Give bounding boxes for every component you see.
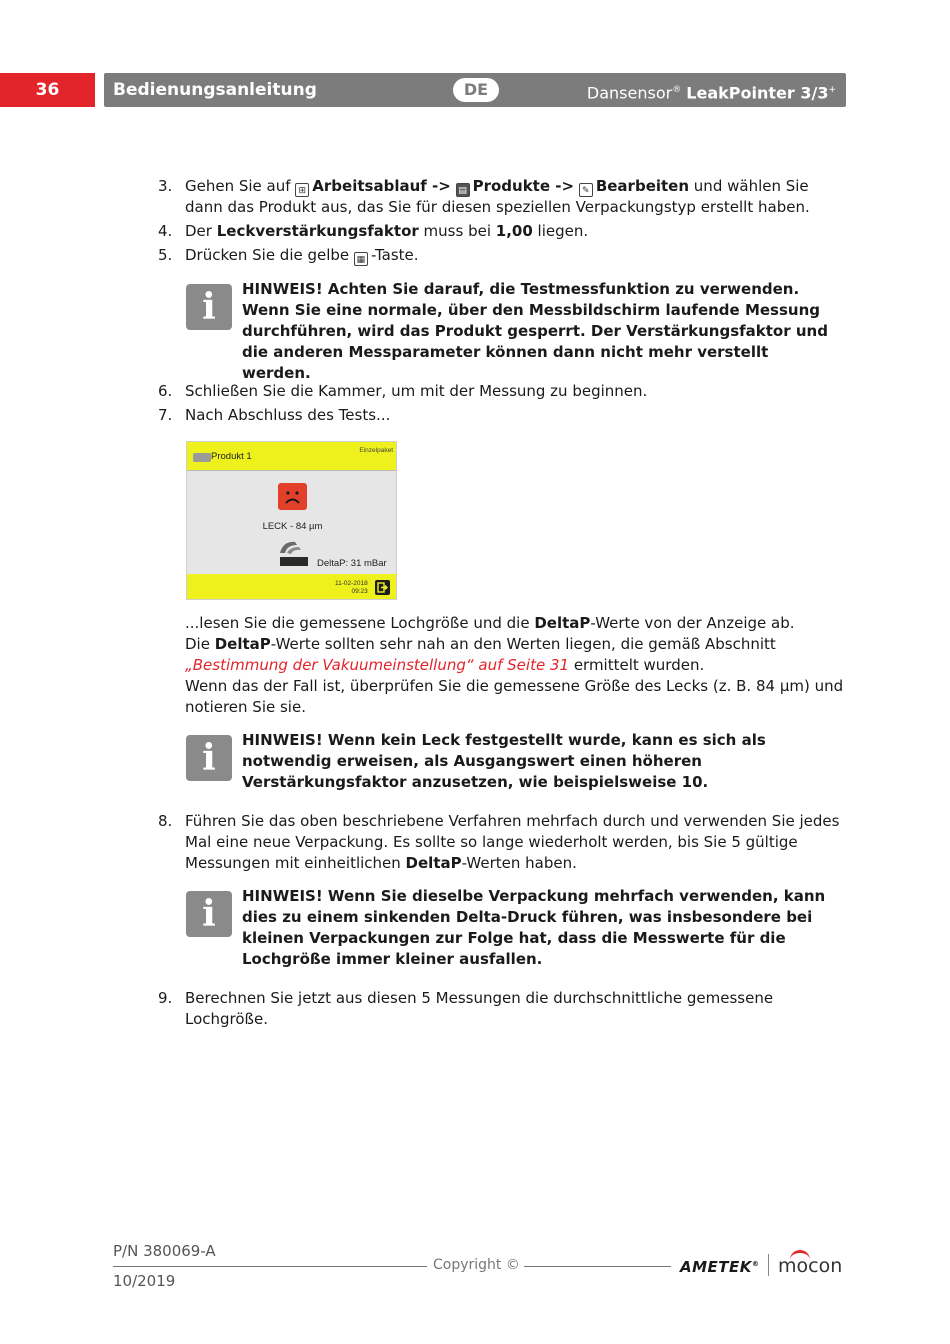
screen-product-name: Produkt 1 (211, 451, 252, 462)
note-2: HINWEIS! Wenn kein Leck festgestellt wurde, kann es sich als notwendig erweisen, als Ausgangswert einen höheren Verstärkungsfaktor anzusetzen, wie beispielsweise 10. (242, 731, 766, 791)
result-line-3 (185, 655, 845, 676)
product-sup: + (828, 85, 836, 95)
sad-face-icon (278, 483, 307, 510)
step-3 (158, 176, 848, 218)
step-text-pre: Drücken Sie die gelbe (185, 246, 354, 264)
footer-divider (113, 1266, 427, 1267)
chamber-icon (277, 537, 311, 567)
screen-status-bar (187, 574, 397, 600)
step-text-pre: Führen Sie das oben beschriebene Verfahren mehrfach durch und verwenden Sie jedes Mal eine neue Verpackung. Es sollte so lange wiederholt werden, bis Sie 5 gültige Messungen mit einheitlichen (185, 812, 840, 872)
step-text: Schließen Sie die Kammer, um mit der Messung zu beginnen. (185, 382, 648, 400)
step-5 (158, 245, 848, 266)
edit-label: Bearbeiten (595, 177, 690, 195)
result-paragraph (185, 613, 845, 718)
page-number: 36 (0, 73, 95, 107)
footer-date: 10/2019 (113, 1272, 176, 1290)
part-number: P/N 380069-A (113, 1242, 216, 1260)
step-text (185, 221, 848, 242)
ametek-logo (680, 1258, 759, 1276)
step-text-post: -Taste. (370, 246, 419, 264)
info-icon: i (186, 284, 232, 330)
mocon-logo: mocon (778, 1255, 843, 1277)
step-text (185, 811, 848, 874)
text: -Werte sollten sehr nah an den Werten liegen, die gemäß Abschnitt (270, 635, 776, 653)
step-number: 6. (158, 382, 173, 400)
products-icon: ▤ (456, 183, 470, 197)
step-number: 4. (158, 222, 173, 240)
info-icon: i (186, 891, 232, 937)
step-text (185, 176, 848, 218)
result-line-1 (185, 613, 845, 634)
gain-value: 1,00 (495, 222, 533, 240)
product-reg-mark: ® (672, 85, 682, 95)
copyright: Copyright © (433, 1257, 520, 1273)
workflow-label: Arbeitsablauf -> (312, 177, 451, 195)
step-number: 3. (158, 177, 173, 195)
note-1: HINWEIS! Achten Sie darauf, die Testmessfunktion zu verwenden. Wenn Sie eine normale, über den Messbildschirm laufende Messung durchführen, wird das Produkt gesperrt. Der Verstärkungsfaktor und die anderen Messparameter können dann nicht mehr verstellt werden. (242, 280, 828, 382)
step-text: Berechnen Sie jetzt aus diesen 5 Messungen die durchschnittliche gemessene Lochgröße. (185, 989, 774, 1028)
document-title: Bedienungsanleitung (113, 80, 317, 100)
logo-separator (768, 1254, 769, 1276)
deltap-term: DeltaP (214, 635, 271, 653)
step-4 (158, 221, 848, 242)
step-number: 8. (158, 812, 173, 830)
screen-mode: Einzelpaket (359, 447, 393, 454)
step-8 (158, 811, 848, 874)
deltap-term: DeltaP (405, 854, 462, 872)
product-model: LeakPointer 3/3 (686, 83, 829, 103)
leak-result: LECK - 84 µm (262, 521, 323, 532)
result-line-4: Wenn das der Fall ist, überprüfen Sie die gemessene Größe des Lecks (z. B. 84 µm) und notieren Sie sie. (185, 677, 844, 716)
package-icon (193, 453, 211, 462)
step-text: Nach Abschluss des Tests... (185, 406, 391, 424)
text: ...lesen Sie die gemessene Lochgröße und die (185, 614, 535, 632)
test-key-icon: ▦ (354, 252, 368, 266)
step-number: 5. (158, 246, 173, 264)
language-badge: DE (453, 78, 499, 102)
info-icon: i (186, 735, 232, 781)
header-bar (104, 73, 846, 107)
step-9 (158, 988, 848, 1030)
deltap-result: DeltaP: 31 mBar (317, 558, 387, 569)
step-text-pre: Gehen Sie auf (185, 177, 296, 195)
step-text-mid: muss bei (418, 222, 496, 240)
step-text-post: liegen. (532, 222, 589, 240)
deltap-term: DeltaP (534, 614, 591, 632)
result-line-2 (185, 634, 845, 655)
screen-time: 09:23 (351, 588, 368, 595)
ametek-logo-text: AMETEK (680, 1258, 752, 1276)
step-number: 7. (158, 406, 173, 424)
product-prefix: Dansensor (586, 83, 673, 103)
edit-icon: ✎ (579, 183, 593, 197)
screen-date: 11-02-2018 (335, 580, 368, 587)
step-text-post: und wählen Sie dann das Produkt aus, das Sie für diesen speziellen Verpackungstyp erstellt haben. (185, 177, 810, 216)
ametek-reg-mark: ® (751, 1260, 760, 1268)
step-6 (158, 381, 848, 402)
step-number: 9. (158, 989, 173, 1007)
note-3: HINWEIS! Wenn Sie dieselbe Verpackung mehrfach verwenden, kann dies zu einem sinkenden Delta-Druck führen, was insbesondere bei kleinen Verpackungen zur Folge hat, dass die Messwerte für die Lochgröße immer kleiner ausfallen. (242, 887, 826, 968)
step-7 (158, 405, 848, 426)
workflow-icon: ⊞ (295, 183, 309, 197)
product-name (587, 73, 836, 107)
section-link[interactable]: „Bestimmung der Vakuumeinstellung“ auf Seite 31 (185, 656, 570, 674)
footer-divider (524, 1266, 671, 1267)
exit-icon (375, 580, 390, 595)
step-text-post: -Werten haben. (461, 854, 577, 872)
step-text (185, 245, 848, 266)
text: ermittelt wurden. (569, 656, 705, 674)
text: Die (185, 635, 215, 653)
step-text-pre: Der (185, 222, 217, 240)
text: -Werte von der Anzeige ab. (590, 614, 795, 632)
leak-gain-label: Leckverstärkungsfaktor (216, 222, 419, 240)
screen-datetime (335, 580, 368, 596)
screen-title-bar (187, 442, 397, 471)
device-screen-image (186, 441, 397, 600)
products-label: Produkte -> (472, 177, 575, 195)
